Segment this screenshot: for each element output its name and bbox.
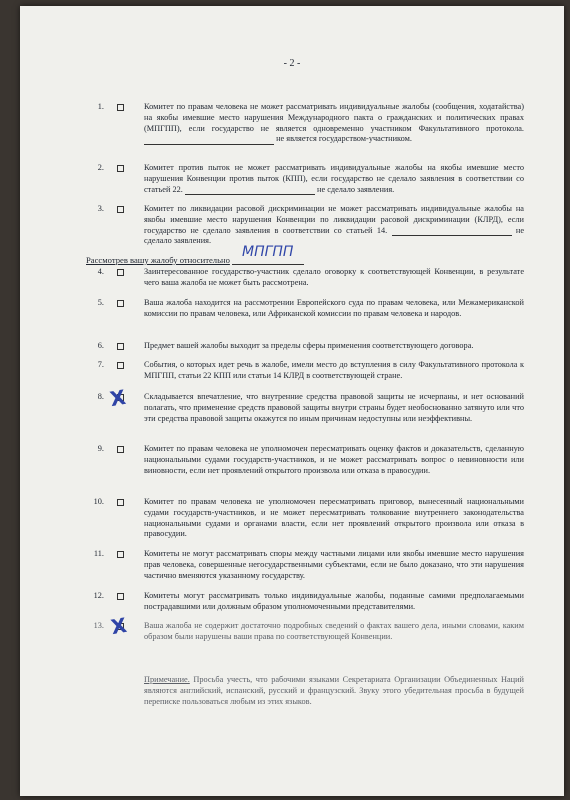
item-number: 13. — [93, 621, 104, 630]
item-text: Комитет по ликвидации расовой дискриминации не может рассматривать индивидуальные жалобы на якобы имевшие место нарушения Конвенции по ликвидации расовой дискриминации (КЛРД), если государство не сделало заявления в соответствии со статьей 14. не сделало заявления. — [144, 204, 525, 246]
checkbox[interactable] — [117, 269, 124, 276]
item-text: Комитет по правам человека не уполномочен пересматривать приговор, вынесенный национальными судами государств-участников, и не может пересматривать толкование внутреннего законодательства национальными судами и органами власти, если нет проявлений открытого произвола или отказа в правосудии. — [144, 497, 524, 539]
item-number: 11. — [93, 549, 104, 558]
item-number: 8. — [97, 392, 104, 401]
item-number: 5. — [97, 298, 104, 307]
checkbox[interactable] — [117, 499, 124, 506]
fill-blank — [144, 136, 274, 145]
checkbox[interactable] — [117, 343, 124, 350]
item-number: 6. — [97, 341, 104, 350]
check-x-mark: X — [109, 612, 129, 640]
item-text: Комитет по правам человека не может рассматривать индивидуальные жалобы (сообщения, ходатайства) на якобы имевшие место нарушения Международного пакта о гражданских и политических правах (МПГПП), если государство не является одновременно участником Факультативного протокола. не является государством-участником. — [144, 102, 524, 144]
item-number: 2. — [97, 163, 104, 172]
item-number: 3. — [97, 204, 104, 213]
item-text: Предмет вашей жалобы выходит за пределы сферы применения соответствующего договора. — [144, 341, 474, 350]
document-page — [20, 6, 564, 796]
checkbox[interactable] — [117, 206, 124, 213]
section-label: Рассмотрев вашу жалобу относительно — [86, 255, 230, 265]
item-number: 4. — [97, 267, 104, 276]
checkbox[interactable] — [117, 300, 124, 307]
checkbox[interactable] — [117, 446, 124, 453]
item-text: Ваша жалоба не содержит достаточно подробных сведений о фактах вашего дела, иными словами, каким образом были нарушены ваши права по соответствующей Конвенции. — [144, 621, 524, 641]
note-text: Просьба учесть, что рабочими языками Секретариата Организации Объединенных Наций являются английский, испанский, русский и французский. Звуку этого убедительная просьба в будущей переписке пользоваться любым из этих языков. — [144, 675, 524, 706]
footnote — [144, 675, 524, 707]
fill-blank — [185, 186, 315, 195]
checkbox[interactable] — [117, 104, 124, 111]
checkbox[interactable] — [117, 593, 124, 600]
checkbox[interactable] — [117, 362, 124, 369]
checkbox[interactable] — [117, 551, 124, 558]
item-text: Комитеты могут рассматривать только индивидуальные жалобы, поданные самими предполагаемыми пострадавшими или должным образом уполномоченными представителями. — [144, 591, 524, 611]
item-number: 1. — [97, 102, 104, 111]
item-number: 9. — [97, 444, 104, 453]
item-text: Заинтересованное государство-участник сделало оговорку к соответствующей Конвенции, в результате чего ваша жалоба не может быть рассмотрена. — [144, 267, 524, 287]
item-text: Ваша жалоба находится на рассмотрении Европейского суда по правам человека, или Межамериканской комиссии по правам человека, или Африканской комиссии по правам человека и народов. — [144, 298, 524, 318]
note-label: Примечание. — [144, 675, 190, 684]
item-number: 10. — [93, 497, 104, 506]
handwritten-treaty: МПГПП — [242, 244, 294, 260]
item-number: 7. — [97, 360, 104, 369]
page-number: - 2 - — [283, 58, 301, 69]
item-text: Комитет по правам человека не уполномочен пересматривать оценку фактов и доказательств, сделанную национальными судами государств-участников, и не может рассматривать вопрос о невиновности или виновности, если нет проявлений открытого произвола или отказа в правосудии. — [144, 444, 524, 475]
item-text: Комитет против пыток не может рассматривать индивидуальные жалобы на якобы имевшие место нарушения Конвенции против пыток (КПП), если государство не сделало заявления в соответствии со статьей 22. не сделало заявления. — [144, 163, 524, 194]
checkbox[interactable] — [117, 165, 124, 172]
item-number: 12. — [93, 591, 104, 600]
item-text: Складывается впечатление, что внутренние средства правовой защиты не исчерпаны, и нет оснований полагать, что применение средств правовой защиты внутри страны будет необоснованно затянуто или что эти средства правовой защиты окажутся по иным причинам недоступны или неэффективны. — [144, 392, 524, 423]
check-x-mark: X — [108, 384, 128, 412]
fill-blank — [392, 227, 512, 236]
item-text: Комитеты не могут рассматривать споры между частными лицами или якобы имевшие место нарушения прав человека, совершенные негосударственными субъектами, если не было доказано, что эти нарушения частично вменяются указанному государству. — [144, 549, 524, 580]
item-text: События, о которых идет речь в жалобе, имели место до вступления в силу Факультативного протокола к МПГПП, статьи 22 КПП или статьи 14 КЛРД в соответствующей стране. — [144, 360, 524, 380]
